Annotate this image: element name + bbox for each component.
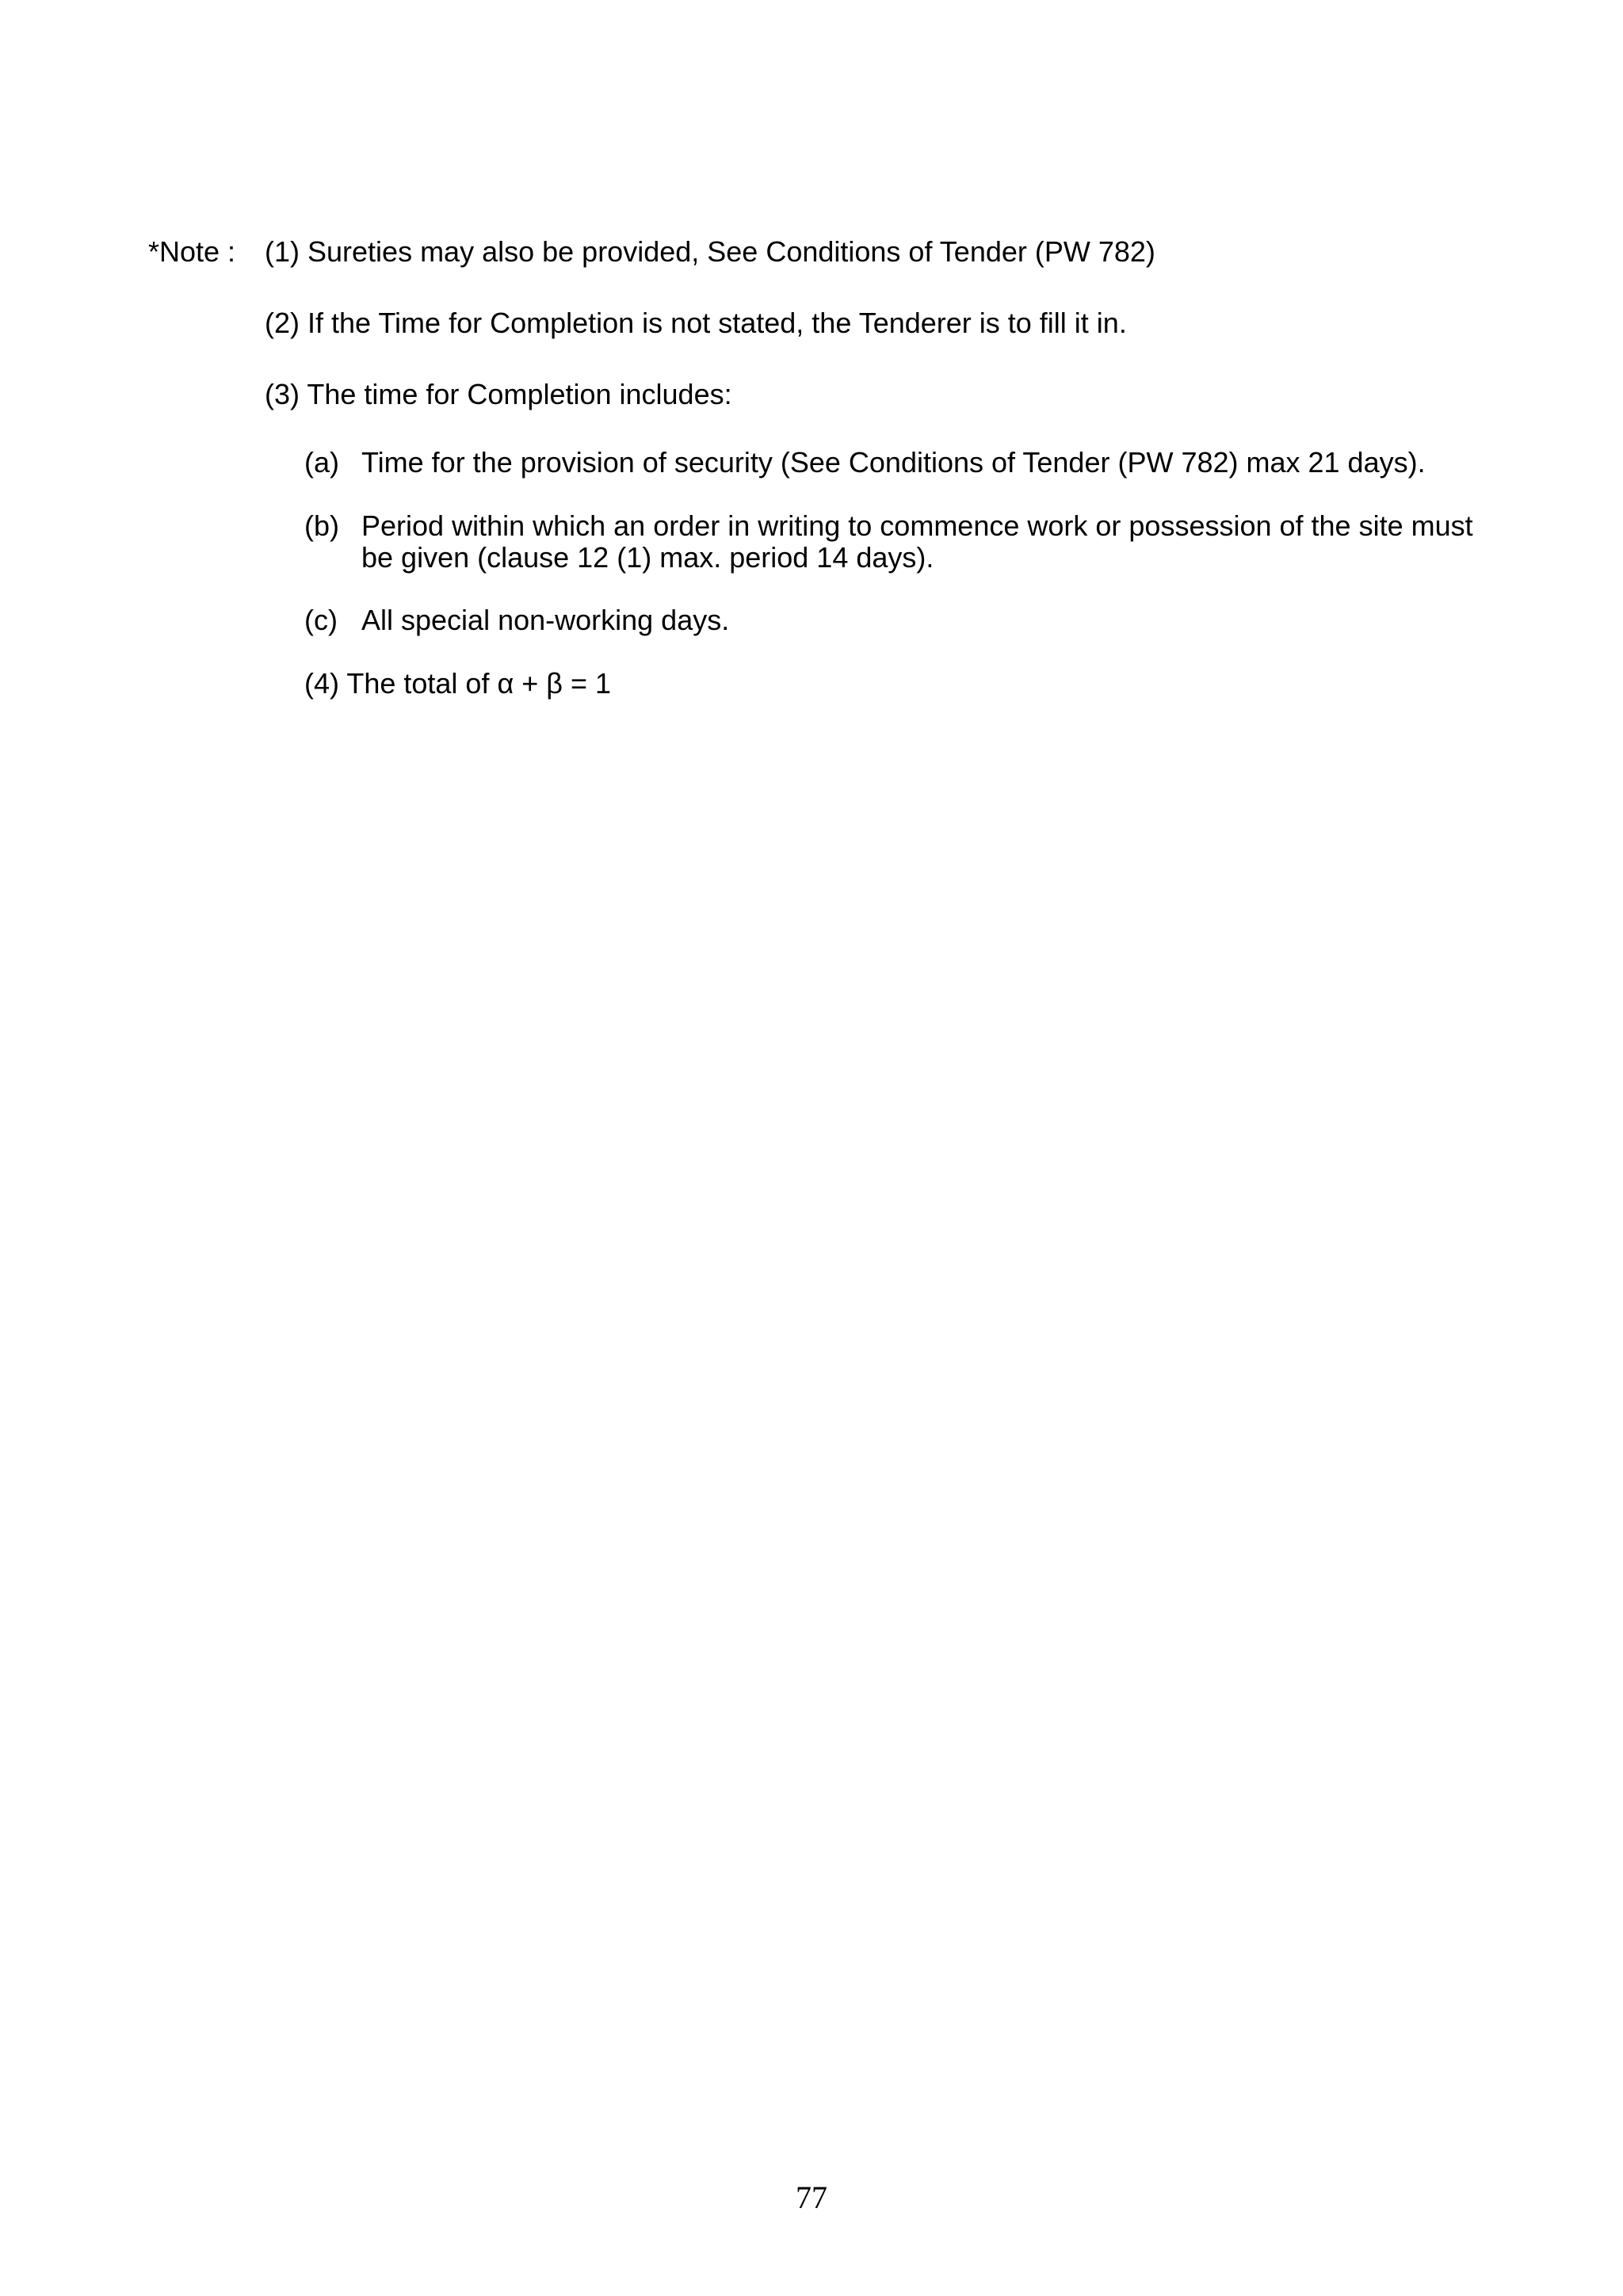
note-item-3: (3) The time for Completion includes:: [265, 378, 732, 410]
page-number: 77: [796, 2180, 827, 2215]
note-item-2: (2) If the Time for Completion is not stated, the Tenderer is to fill it in.: [265, 307, 1127, 339]
sub-item-a-marker: (a): [304, 446, 339, 479]
note-label: *Note :: [148, 235, 236, 268]
sub-item-b-line1: Period within which an order in writing to commence work or possession of the site must: [361, 509, 1473, 542]
note-item-1: (1) Sureties may also be provided, See Conditions of Tender (PW 782): [265, 235, 1155, 268]
sub-item-c-marker: (c): [304, 604, 338, 636]
sub-item-a-text: Time for the provision of security (See Conditions of Tender (PW 782) max 21 days).: [361, 446, 1426, 479]
sub-item-b-line2: be given (clause 12 (1) max. period 14 days).: [361, 541, 934, 574]
note-item-4: (4) The total of α + β = 1: [304, 667, 612, 700]
sub-item-b-marker: (b): [304, 509, 339, 542]
sub-item-c-text: All special non-working days.: [361, 604, 730, 636]
